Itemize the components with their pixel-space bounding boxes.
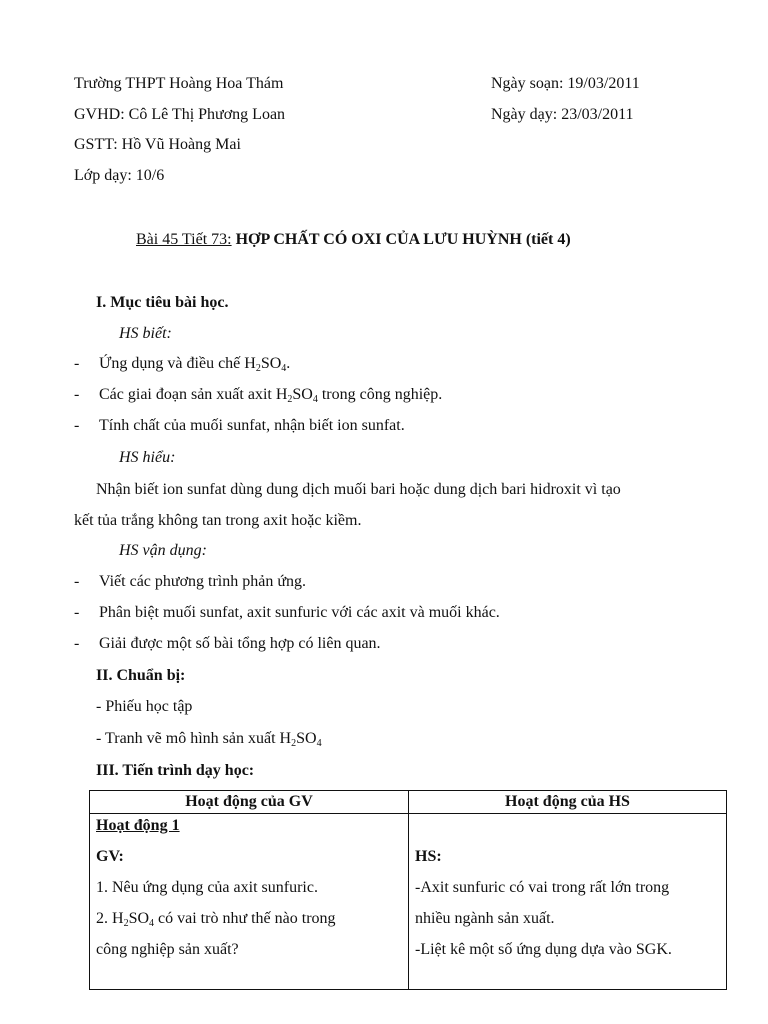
- section-prep-heading: II. Chuẩn bị:: [96, 667, 186, 684]
- list-item: [74, 354, 674, 374]
- school-name: Trường THPT Hoàng Hoa Thám: [74, 75, 284, 92]
- gv-question-1: 1. Nêu ứng dụng của axit sunfuric.: [96, 879, 318, 896]
- list-item: [74, 572, 674, 592]
- list-item: [74, 416, 674, 436]
- list-item-text: Ứng dụng và điều chế $H_2SO_4$.: [99, 355, 291, 374]
- list-item: [74, 634, 674, 654]
- apply-label: HS vận dụng:: [119, 542, 207, 559]
- student-teacher-line: GSTT: Hồ Vũ Hoàng Mai: [74, 136, 241, 153]
- prep-item: - Tranh vẽ mô hình sản xuất $H_2SO_4$: [96, 730, 322, 749]
- lesson-title: [136, 230, 571, 250]
- understand-label: HS hiểu:: [119, 449, 176, 466]
- list-item-text: Giải được một số bài tổng hợp có liên quan.: [99, 635, 381, 652]
- prep-date: Ngày soạn: 19/03/2011: [491, 75, 640, 92]
- gv-question-2: 2. $H_2SO_4$ có vai trò như thế nào trong: [96, 910, 336, 929]
- hs-answer-2: -Liệt kê một số ứng dụng dựa vào SGK.: [415, 941, 672, 958]
- bullet-dash: -: [74, 417, 80, 434]
- hs-label: HS:: [415, 848, 442, 865]
- hs-answer-1-cont: nhiều ngành sản xuất.: [415, 910, 555, 927]
- section-process-heading: III. Tiến trình dạy học:: [96, 762, 255, 779]
- list-item-text: Phân biệt muối sunfat, axit sunfuric với các axit và muối khác.: [99, 604, 500, 621]
- teacher-line: GVHD: Cô Lê Thị Phương Loan: [74, 106, 286, 123]
- list-item-text: Viết các phương trình phản ứng.: [99, 573, 307, 590]
- list-item: [74, 385, 674, 405]
- section-objectives-heading: I. Mục tiêu bài học.: [96, 294, 229, 311]
- lesson-name: HỢP CHẤT CÓ OXI CỦA LƯU HUỲNH (tiết 4): [235, 231, 571, 248]
- list-item-text: Các giai đoạn sản xuất axit $H_2SO_4$ trong công nghiệp.: [99, 386, 443, 405]
- understand-text-cont: kết tủa trắng không tan trong axit hoặc kiềm.: [74, 512, 362, 529]
- lesson-number: Bài 45 Tiết 73:: [136, 231, 232, 248]
- prep-item: - Phiếu học tập: [96, 698, 193, 715]
- bullet-dash: -: [74, 355, 80, 372]
- gv-question-2-cont: công nghiệp sản xuất?: [96, 941, 239, 958]
- column-header-gv: Hoạt động của GV: [90, 791, 409, 814]
- hs-cell: [409, 814, 727, 990]
- class-line: Lớp dạy: 10/6: [74, 167, 165, 184]
- gv-label: GV:: [96, 848, 124, 865]
- hs-answer-1: -Axit sunfuric có vai trong rất lớn trong: [415, 879, 670, 896]
- gv-cell: [90, 814, 409, 990]
- bullet-dash: -: [74, 635, 80, 652]
- list-item: [74, 603, 674, 623]
- column-header-hs: Hoạt động của HS: [409, 791, 727, 814]
- know-label: HS biết:: [119, 325, 172, 342]
- bullet-dash: -: [74, 604, 80, 621]
- bullet-dash: -: [74, 386, 80, 403]
- list-item-text: Tính chất của muối sunfat, nhận biết ion sunfat.: [99, 417, 405, 434]
- bullet-dash: -: [74, 573, 80, 590]
- understand-text: Nhận biết ion sunfat dùng dung dịch muối bari hoặc dung dịch bari hidroxit vì tạo: [96, 481, 621, 498]
- activity-title: Hoạt động 1: [96, 817, 180, 834]
- activity-table: [89, 790, 727, 990]
- teach-date: Ngày dạy: 23/03/2011: [491, 106, 634, 123]
